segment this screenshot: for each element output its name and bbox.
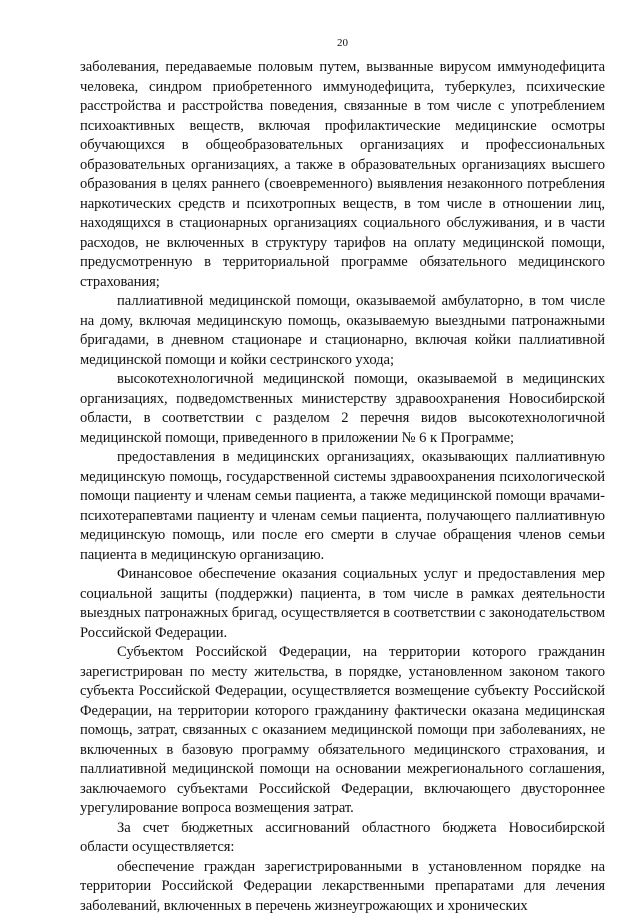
paragraph-high-tech-care: высокотехнологичной медицинской помощи, оказываемой в медицинских организациях, подведомственных министерству здравоохранения Новосибирской области, в соответствии с разделом 2 перечня видов высокотехнологичной медицинской помощи, приведенного в приложении № 6 к Программе; bbox=[80, 370, 605, 448]
paragraph-diseases-list: заболевания, передаваемые половым путем, вызванные вирусом иммунодефицита человека, синдром приобретенного иммунодефицита, туберкулез, психические расстройства и расстройства поведения, связанные в том числе с употреблением психоактивных веществ, включая профилактические медицинские осмотры обучающихся в общеобразовательных организациях и профессиональных образовательных организациях, а также в образовательных организациях высшего образования в целях раннего (своевременного) выявления незаконного потребления наркотических средств и психотропных веществ, в том числе в отношении лиц, находящихся в стационарных организациях социального обслуживания, и в части расходов, не включенных в структуру тарифов на оплату медицинской помощи, предусмотренную в территориальной программе обязательного медицинского страхования; bbox=[80, 58, 605, 292]
paragraph-interregional-reimbursement: Субъектом Российской Федерации, на территории которого гражданин зарегистрирован по месту жительства, в порядке, установленном законом такого субъекта Российской Федерации, осуществляется возмещение субъекту Российской Федерации, на территории которого гражданину фактически оказана медицинская помощь, затрат, связанных с оказанием медицинской помощи при заболеваниях, не включенных в базовую программу обязательного медицинского страхования, и паллиативной медицинской помощи на основании межрегионального соглашения, заключаемого субъектами Российской Федерации, включающего двустороннее урегулирование вопроса возмещения затрат. bbox=[80, 643, 605, 819]
paragraph-palliative-care: паллиативной медицинской помощи, оказываемой амбулаторно, в том числе на дому, включая медицинскую помощь, оказываемую выездными патронажными бригадами, в дневном стационаре и стационарно, включая койки паллиативной медицинской помощи и койки сестринского ухода; bbox=[80, 292, 605, 370]
page-number: 20 bbox=[80, 37, 605, 50]
paragraph-social-services-funding: Финансовое обеспечение оказания социальных услуг и предоставления мер социальной защиты (поддержки) пациента, в том числе в рамках деятельности выездных патронажных бригад, осуществляется в соответствии с законодательством Российской Федерации. bbox=[80, 565, 605, 643]
body-text bbox=[80, 58, 605, 916]
paragraph-drug-provision: обеспечение граждан зарегистрированными в установленном порядке на территории Российской Федерации лекарственными препаратами для лечения заболеваний, включенных в перечень жизнеугрожающих и хронических bbox=[80, 858, 605, 916]
paragraph-regional-budget-intro: За счет бюджетных ассигнований областного бюджета Новосибирской области осуществляется: bbox=[80, 819, 605, 858]
paragraph-psychological-help: предоставления в медицинских организациях, оказывающих паллиативную медицинскую помощь, государственной системы здравоохранения психологической помощи пациенту и членам семьи пациента, а также медицинской помощи врачами-психотерапевтами пациенту и членам семьи пациента, получающего паллиативную медицинскую помощь, или после его смерти в случае обращения членов семьи пациента в медицинскую организацию. bbox=[80, 448, 605, 565]
